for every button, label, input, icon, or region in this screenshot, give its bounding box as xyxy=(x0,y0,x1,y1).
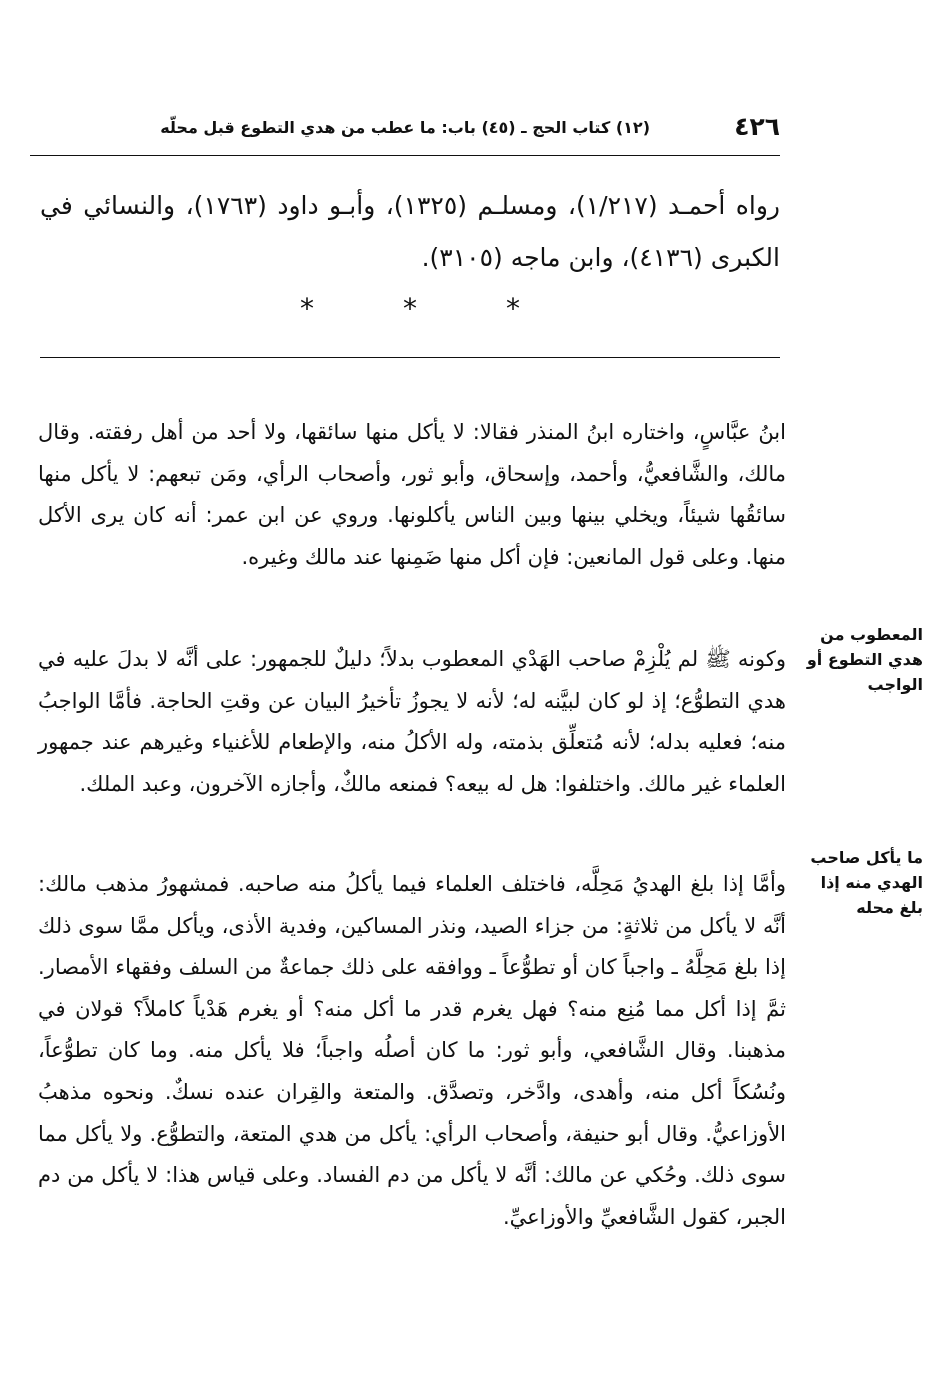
page-header xyxy=(30,112,780,156)
commentary-paragraph: وأمَّا إذا بلغ الهديُ مَحِلَّه، فاختلف العلماء فيما يأكلُ منه صاحبه. فمشهورُ مذهب مالك: أنَّه لا يأكل من ثلاثةٍ: من جزاء الصيد، ونذر المساكين، وفدية الأذى، ويأكل ممَّا سوى ذلك إذا بلغ مَحِلَّهُ ـ واجباً كان أو تطوُّعاً ـ ووافقه على ذلك جماعةٌ من السلف وفقهاء الأمصار. ثمَّ إذا أكل مما مُنِع منه؟ فهل يغرم قدر ما أكل منه؟ أو يغرم هَدْياً كاملاً؟ قولان في مذهبنا. وقال الشَّافعي، وأبو ثور: ما كان أصلُه واجباً؛ فلا يأكل منه. وما كان تطوُّعاً، ونُسُكاً أكل منه، وأهدى، وادَّخر، وتصدَّق. والمتعة والقِران عنده نسكٌ. ونحوه مذهبُ الأوزاعيُّ. وقال أبو حنيفة، وأصحاب الرأي: يأكل من هدي المتعة، والتطوُّع. ولا يأكل مما سوى ذلك. وحُكي عن مالك: أنَّه لا يأكل من دم الفساد. وعلى قياس هذا: لا يأكل من دم الجبر، كقول الشَّافعيِّ والأوزاعيِّ. xyxy=(38,872,786,1229)
commentary-paragraph: ابنُ عبَّاسٍ، واختاره ابنُ المنذر فقالا: لا يأكل منها سائقها، ولا أحد من أهل رفقته. وقال مالك، والشَّافعيُّ، وأحمد، وإسحاق، وأبو ثور، وأصحاب الرأي، ومَن تبعهم: لا يأكل منها سائقُها شيئاً، ويخلي بينها وبين الناس يأكلونها. وروي عن ابن عمر: أنه كان يرى الأكل منها. وعلى قول المانعين: فإن أكل منها ضَمِنها عند مالك وغيره. xyxy=(38,420,786,569)
separator-star: * xyxy=(506,292,520,325)
commentary-paragraph: وكونه ﷺ لم يُلْزِمْ صاحب الهَدْي المعطوب بدلاً؛ دليلٌ للجمهور: على أنَّه لا بدلَ عليه في هدي التطوُّع؛ إذ لو كان لبيَّنه له؛ لأنه لا يجوزُ تأخيرُ البيان عن وقتِ الحاجة. فأمَّا الواجبُ منه؛ فعليه بدله؛ لأنه مُتعلِّق بذمته، وله الأكلُ منه، والإطعام للأغنياء وغيرهم عند جمهور العلماء غير مالك. واختلفوا: هل له بيعه؟ فمنعه مالكٌ، وأجازه الآخرون، وعبد الملك. xyxy=(38,647,786,796)
margin-heading: ما يأكل صاحب الهدي منه إذا بلغ محله xyxy=(810,848,923,917)
separator-star: * xyxy=(403,292,417,325)
running-title: (١٢) كتاب الحج ـ (٤٥) باب: ما عطب من هدي التطوع قبل محلّه xyxy=(160,118,650,137)
section-separator xyxy=(300,292,520,325)
section-rule xyxy=(40,357,780,358)
separator-star: * xyxy=(300,292,314,325)
page-number: ٤٢٦ xyxy=(734,112,780,141)
margin-heading: المعطوب من هدي التطوع أو الواجب xyxy=(806,625,923,694)
hadith-citation: رواه أحمـد (١/٢١٧)، ومسلـم (١٣٢٥)، وأبـو داود (١٧٦٣)، والنسائي في الكبرى (٤١٣٦)، وابن ماجه (٣١٠٥). xyxy=(40,191,780,272)
header-rule xyxy=(30,155,780,156)
